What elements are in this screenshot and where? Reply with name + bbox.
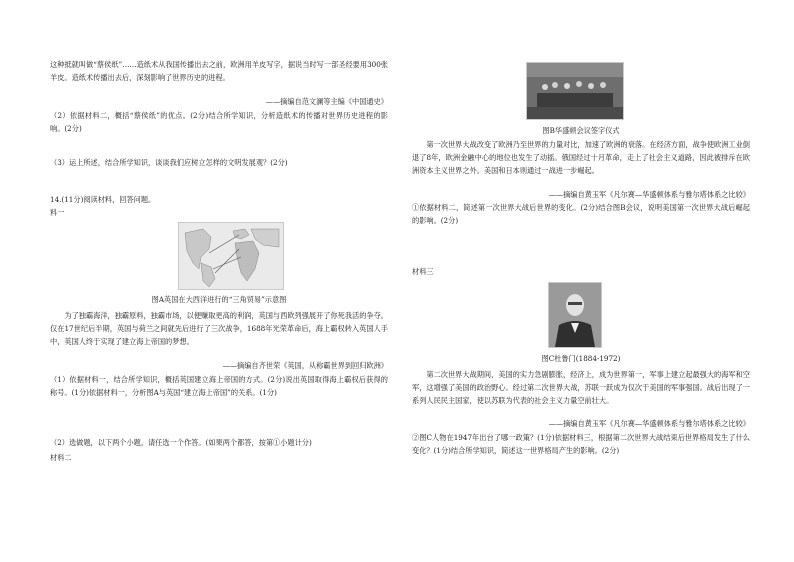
material-2-source: ——摘编自黄玉军《凡尔赛—华盛顿体系与雅尔塔体系之比较》 (548, 190, 750, 199)
q14-option-1: ①依据材料二，简述第一次世界大战后世界的变化。(2分)结合图B会议，说明美国第一次世界大战后崛起的影响。(2分) (412, 203, 750, 225)
figure-b-caption: 图B华盛顿会议签字仪式 (542, 126, 620, 135)
material-1-label: 料一 (50, 208, 65, 217)
q14-title: 14.(11分)阅读材料，回答问题。 (50, 195, 156, 204)
material-3-label: 材料三 (412, 267, 434, 276)
q13-part2: （2）依据材料二，概括“蔡侯纸”的优点。(2分)结合所学知识，分析造纸术的传播对世界历史进程的影响。(2分) (50, 111, 388, 133)
q13-material-tail: 这种抵就叫做“蔡侯纸”……造纸术从我国传播出去之前，欧洲用羊皮写字，据说当时写一部圣经要用300张羊皮。造纸术传播出去后，深刻影响了世界历史的进程。 (50, 60, 388, 82)
q13-part3: （3）运上所述，结合所学知识，谈谈我们应树立怎样的文明发展观？(2分) (50, 158, 288, 167)
figure-a-caption: 图A英国在大西洋进行的“三角贸易”示意图 (151, 295, 287, 304)
material-1-source: ——摘编自齐世荣《英国，从称霸世界到回归欧洲》 (222, 361, 388, 370)
figure-c-caption: 图C杜鲁门(1884-1972) (541, 354, 621, 363)
truman-portrait (548, 282, 602, 348)
material-3-text: 第二次世界大战期间，美国的实力急剧膨胀，经济上，成为世界第一，军事上建立起最强大的海军和空军，这增强了美国的政治野心。经过第二次世界大战，苏联一跃成为仅次于美国的军事强国。战后出现了一系列人民民主国家，使以苏联为代表的社会主义力量空前壮大。 (412, 370, 750, 405)
washington-conference-photo (526, 62, 624, 120)
material-2-label: 材料二 (50, 453, 72, 462)
material-1-text: 为了独霸海洋，独霸原料，独霸市场，以便赚取更高的利润，英国与西欧列强展开了你死我活的争夺。仅在17世纪后半期，英国与荷兰之间就先后进行了三次战争，1688年光荣革命后，海上霸权转入英国人手中，英国人终于实现了建立海上帝国的梦想。 (50, 311, 388, 346)
material-2-text: 第一次世界大战改变了欧洲乃至世界的力量对比，加速了欧洲的衰落。在经济方面，战争使欧洲工业倒退了8年，欧洲金融中心的地位也发生了动摇。俄国经过十月革命，走上了社会主义道路，因此被排斥在欧洲资本主义世界之外。美国和日本则通过一战进一步崛起。 (412, 140, 750, 175)
q14-part2: （2）选做题，以下两个小题，请任选一个作答。(如果两个都答，按第①小题计分) (50, 438, 312, 447)
q14-part1: （1）依据材料一，结合所学知识，概括英国建立海上帝国的方式。(2分)说出英国取得海上霸权后获得的称号。(1分)依据材料一，分析图A与英国“建立海上帝国”的关系。(1分) (50, 375, 388, 397)
q13-source: ——摘编自范文澜等主编《中国通史》 (265, 97, 388, 106)
material-3-source: ——摘编自黄玉军《凡尔赛—华盛顿体系与雅尔塔体系之比较》 (548, 419, 750, 428)
q14-option-2: ②图C人物在1947年出台了哪一政策？(1分)依据材料三，根据第二次世界大战结束后世界格局发生了什么变化？(1分)结合所学知识，简述这一世界格局产生的影响。(2分) (412, 433, 750, 455)
triangle-trade-map (178, 222, 284, 290)
